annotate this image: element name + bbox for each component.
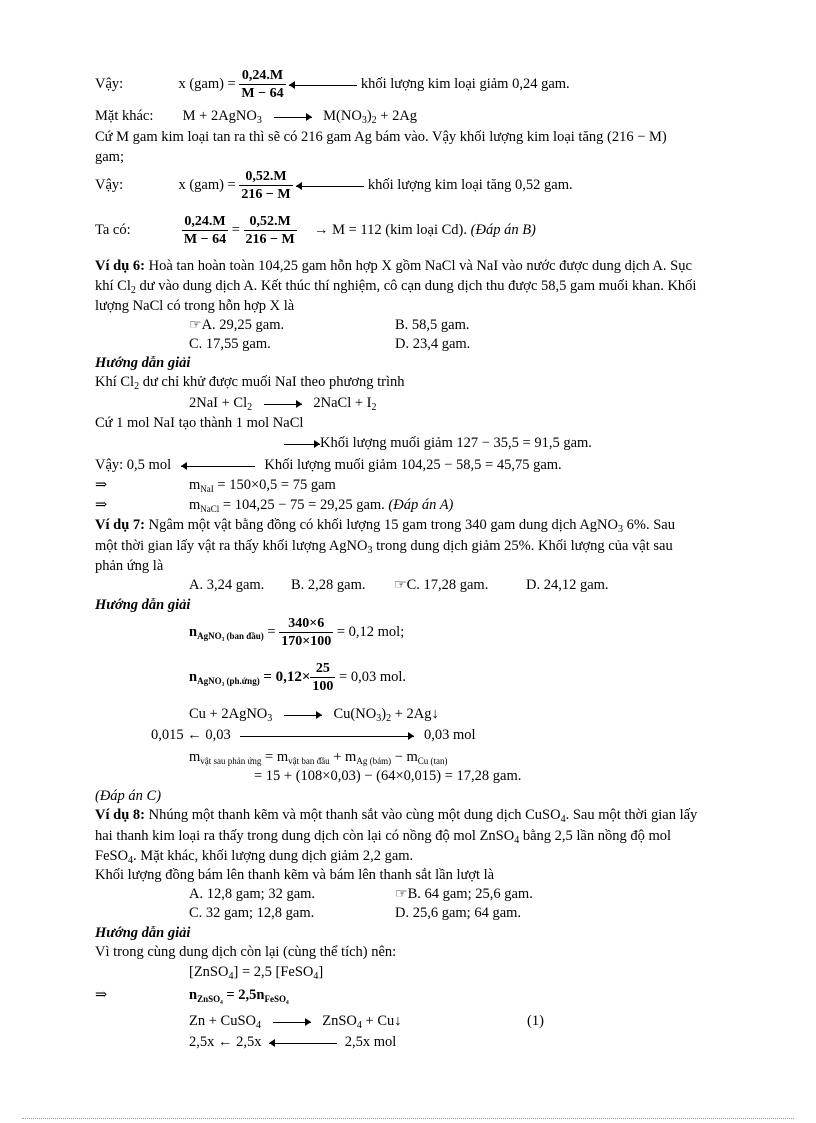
option-a: A. 12,8 gam; 32 gam.	[189, 886, 316, 902]
page-footer-divider	[22, 1118, 794, 1119]
sub: 4	[128, 855, 134, 866]
text: FeSO	[95, 848, 129, 864]
pointing-hand-icon: ☞	[394, 578, 407, 593]
sub: 2	[371, 402, 377, 413]
text-line: gam;	[95, 149, 124, 165]
text: Hoà tan hoàn toàn 104,25 gam hỗn hợp X gồm NaCl và NaI vào nước được dung dịch A. Sục	[148, 258, 692, 274]
right-arrow-icon	[240, 731, 414, 741]
text: ] = 2,5 [FeSO	[233, 964, 314, 980]
example-label: Ví dụ 6:	[95, 258, 145, 274]
text: [ZnSO	[189, 964, 229, 980]
text: Khí Cl	[95, 374, 135, 390]
sub: FeSO₄	[264, 994, 289, 1004]
option-b: B. 2,28 gam.	[291, 577, 366, 593]
eq-line-2	[95, 107, 417, 125]
text-line: phản ứng là	[95, 558, 164, 574]
text: Khối lượng muối giảm 104,25 − 58,5 = 45,75 gam.	[264, 457, 562, 473]
lhs: x (gam) =	[178, 75, 236, 92]
formula	[189, 660, 406, 695]
text-line: Cứ 1 mol NaI tạo thành 1 mol NaCl	[95, 415, 304, 431]
right-arrow-icon	[264, 399, 302, 409]
formula	[189, 748, 448, 766]
formula	[189, 986, 289, 1004]
sub: 3	[267, 713, 273, 724]
text: 2NaCl + I	[313, 395, 372, 411]
text: khí Cl	[95, 278, 131, 294]
stoich	[189, 1033, 396, 1051]
text: ]	[318, 964, 324, 980]
sub: vật sau phản ứng	[200, 756, 262, 766]
text: Cu + 2AgNO	[189, 706, 268, 722]
section-heading: Hướng dẫn giải	[95, 355, 191, 371]
sub: 2	[130, 285, 136, 296]
equation-number: (1)	[527, 1013, 544, 1029]
text: + 2Ag↓	[394, 706, 439, 722]
sub: ZnSO₄	[197, 994, 223, 1004]
sub: 3	[256, 115, 262, 126]
reaction	[189, 394, 377, 412]
option-d: D. 23,4 gam.	[395, 336, 471, 352]
text: = 2,5n	[222, 987, 265, 1003]
stoich	[151, 726, 476, 744]
right-arrow-icon	[284, 710, 322, 720]
option-c: C. 32 gam; 12,8 gam.	[189, 905, 315, 921]
option-d: D. 24,12 gam.	[526, 577, 609, 593]
sub: 2	[247, 402, 253, 413]
lhs: M + 2AgNO	[182, 108, 257, 124]
text-line: Vì trong cùng dung dịch còn lại (cùng thể tích) nên:	[95, 944, 397, 960]
sub: NaCl	[200, 504, 220, 514]
sub: 3	[367, 545, 373, 556]
fraction: $\frac{340\times 6}{170\times 100}$	[281, 616, 332, 649]
label: Vậy:	[95, 75, 124, 92]
example-8-line-1	[95, 806, 697, 824]
formula	[189, 496, 453, 514]
pointing-hand-icon: ☞	[189, 318, 202, 333]
right-arrow-icon	[273, 1017, 311, 1027]
sub: 4	[313, 971, 319, 982]
eq-line-6: Ta có: $\frac{0,24.M}{M - 64}$ = $\frac{0,52.M}{216 - M}$ → M = 112 (kim loại Cd). (Đáp án B)	[95, 214, 536, 247]
reaction	[189, 1012, 402, 1030]
option-c: C. 17,55 gam.	[189, 336, 271, 352]
sub: Ag (bám)	[356, 756, 392, 766]
sub: vật ban đầu	[288, 756, 330, 766]
text: 2,5x ← 2,5x	[189, 1034, 262, 1050]
text-line	[284, 434, 592, 452]
right-arrow-icon	[274, 112, 312, 122]
sub: 2	[371, 115, 377, 126]
text: dư vào dung dịch A. Kết thúc thí nghiệm, cô cạn dung dịch thu được 58,5 gam muối khan. Khối	[139, 278, 697, 294]
sub: 4	[356, 1020, 362, 1031]
text: + Cu↓	[361, 1013, 402, 1029]
paren: )	[366, 108, 372, 124]
sub: 4	[256, 1020, 261, 1031]
text-line: = 15 + (108×0,03) − (64×0,015) = 17,28 gam.	[254, 768, 522, 784]
option-d: D. 25,6 gam; 64 gam.	[395, 905, 522, 921]
sub: 3	[618, 524, 623, 535]
example-7-line-1	[95, 516, 675, 534]
text: = m	[261, 749, 289, 765]
sub: 3	[376, 713, 382, 724]
option-b	[395, 885, 533, 904]
sub: NaI	[200, 484, 214, 494]
reaction	[189, 705, 439, 723]
text: n	[189, 623, 198, 640]
fraction: $\frac{0,52.M}{216 - M}$	[245, 214, 295, 247]
fraction: $\frac{0,24.M}{M - 64}$	[241, 68, 284, 101]
text: = 0,12 mol;	[336, 623, 405, 640]
text-line: Cứ M gam kim loại tan ra thì sẽ có 216 gam Ag bám vào. Vậy khối lượng kim loại tăng (216 − M)	[95, 129, 667, 145]
fraction: $\frac{25}{100}$	[312, 661, 334, 694]
text: n	[189, 668, 198, 685]
text: Vậy: 0,5 mol	[95, 457, 172, 473]
right-arrow-icon	[284, 439, 320, 449]
example-label: Ví dụ 8:	[95, 807, 145, 823]
text: bằng 2,5 lần nồng độ mol	[519, 828, 672, 844]
answer: (Đáp án C)	[95, 788, 162, 804]
example-6-line-2	[95, 277, 696, 295]
formula: $n_{AgNO_3 (ban đầu)}$ = $\frac{340\times 6}{170\times 100}$ = 0,12 mol;	[189, 616, 405, 649]
text-line: Khối lượng đồng bám lên thanh kẽm và bám lên thanh sắt lần lượt là	[95, 867, 495, 883]
text: ZnSO	[322, 1013, 357, 1029]
label: Mặt khác:	[95, 108, 154, 124]
option-a	[189, 316, 284, 335]
implies-icon: ⇒	[95, 987, 108, 1003]
text: trong dung dịch giảm 25%. Khối lượng của vật sau	[372, 538, 673, 554]
sub: AgNO₃ (ph.ứng)	[197, 675, 260, 686]
left-arrow-icon	[289, 80, 357, 90]
example-6-line-1	[95, 257, 692, 275]
left-arrow-icon	[269, 1038, 337, 1048]
text: = 150×0,5 = 75 gam	[213, 477, 336, 493]
sub: Cu (tan)	[417, 756, 448, 766]
option-text: B. 64 gam; 25,6 gam.	[407, 886, 533, 902]
example-8-line-3	[95, 847, 413, 865]
text: . Sau một thời gian lấy	[565, 807, 698, 823]
rhs: khối lượng kim loại giảm 0,24 gam.	[360, 75, 570, 92]
rhs: khối lượng kim loại tăng 0,52 gam.	[367, 176, 573, 193]
option-text: C. 17,28 gam.	[406, 577, 489, 593]
text: m	[189, 477, 201, 493]
text: m	[189, 497, 201, 513]
sub: 4	[514, 835, 520, 846]
text: = 0,12×	[263, 668, 311, 685]
text: = 104,25 − 75 = 29,25 gam.	[219, 497, 385, 513]
left-arrow-icon	[296, 181, 364, 191]
implies-icon: ⇒	[95, 497, 108, 513]
text: = 0,03 mol.	[339, 668, 407, 685]
sub: 2	[386, 713, 392, 724]
text-line: lượng NaCl có trong hỗn hợp X là	[95, 298, 295, 314]
example-label: Ví dụ 7:	[95, 517, 145, 533]
label: Vậy:	[95, 176, 124, 193]
sub: 4	[560, 814, 566, 825]
option-a: A. 3,24 gam.	[189, 577, 265, 593]
text: + m	[329, 749, 357, 765]
text-line	[95, 373, 405, 391]
example-7-line-2	[95, 537, 673, 555]
eq-line-1	[95, 67, 570, 102]
text: − m	[391, 749, 418, 765]
text: m	[189, 749, 201, 765]
section-heading: Hướng dẫn giải	[95, 597, 191, 613]
text: 0,03 mol	[424, 727, 476, 743]
sub: 2	[134, 381, 140, 392]
text: Ngâm một vật bằng đồng có khối lượng 15 gam trong 340 gam dung dịch AgNO	[148, 517, 618, 533]
fraction: $\frac{0,52.M}{216 - M}$	[241, 169, 291, 202]
rhs2: + 2Ag	[380, 108, 418, 124]
example-8-line-2	[95, 827, 671, 845]
formula	[189, 476, 336, 494]
text: dư chỉ khử được muối NaI theo phương trình	[142, 374, 405, 390]
rhs: M(NO	[323, 108, 362, 124]
pointing-hand-icon: ☞	[395, 887, 408, 902]
text: 0,015 ← 0,03	[151, 727, 231, 743]
text: 2,5x mol	[344, 1034, 397, 1050]
label: Ta có:	[95, 221, 131, 238]
text: 6%. Sau	[623, 517, 675, 533]
answer: (Đáp án A)	[388, 497, 454, 513]
option-c	[394, 576, 488, 595]
sub: AgNO₃ (ban đầu)	[197, 630, 264, 641]
text: Khối lượng muối giảm 127 − 35,5 = 91,5 gam.	[320, 435, 592, 451]
eq-line-5	[95, 168, 573, 203]
text: . Mặt khác, khối lượng dung dịch giảm 2,2 gam.	[133, 848, 414, 864]
text: Cu(NO	[333, 706, 377, 722]
left-arrow-icon	[181, 461, 255, 471]
text: hai thanh kim loại ra thấy trong dung dịch còn lại có nồng độ mol ZnSO	[95, 828, 515, 844]
paren: )	[381, 706, 387, 722]
implies-icon: ⇒	[95, 477, 108, 493]
formula	[189, 963, 323, 981]
answer: (Đáp án B)	[470, 221, 536, 238]
text: một thời gian lấy vật ra thấy khối lượng AgNO	[95, 538, 368, 554]
fraction: $\frac{0,24.M}{M - 64}$	[183, 214, 227, 247]
sub: 4	[228, 971, 234, 982]
text: n	[189, 987, 198, 1003]
text: Nhúng một thanh kẽm và một thanh sắt vào cùng một dung dịch CuSO	[148, 807, 561, 823]
lhs: x (gam) =	[178, 176, 236, 193]
sub: 3	[361, 115, 367, 126]
text-line	[95, 456, 562, 474]
option-text: A. 29,25 gam.	[201, 317, 285, 333]
option-b: B. 58,5 gam.	[395, 317, 470, 333]
rhs: → M = 112 (kim loại Cd).	[313, 221, 468, 238]
section-heading: Hướng dẫn giải	[95, 925, 191, 941]
text: Zn + CuSO	[189, 1013, 256, 1029]
text: 2NaI + Cl	[189, 395, 248, 411]
